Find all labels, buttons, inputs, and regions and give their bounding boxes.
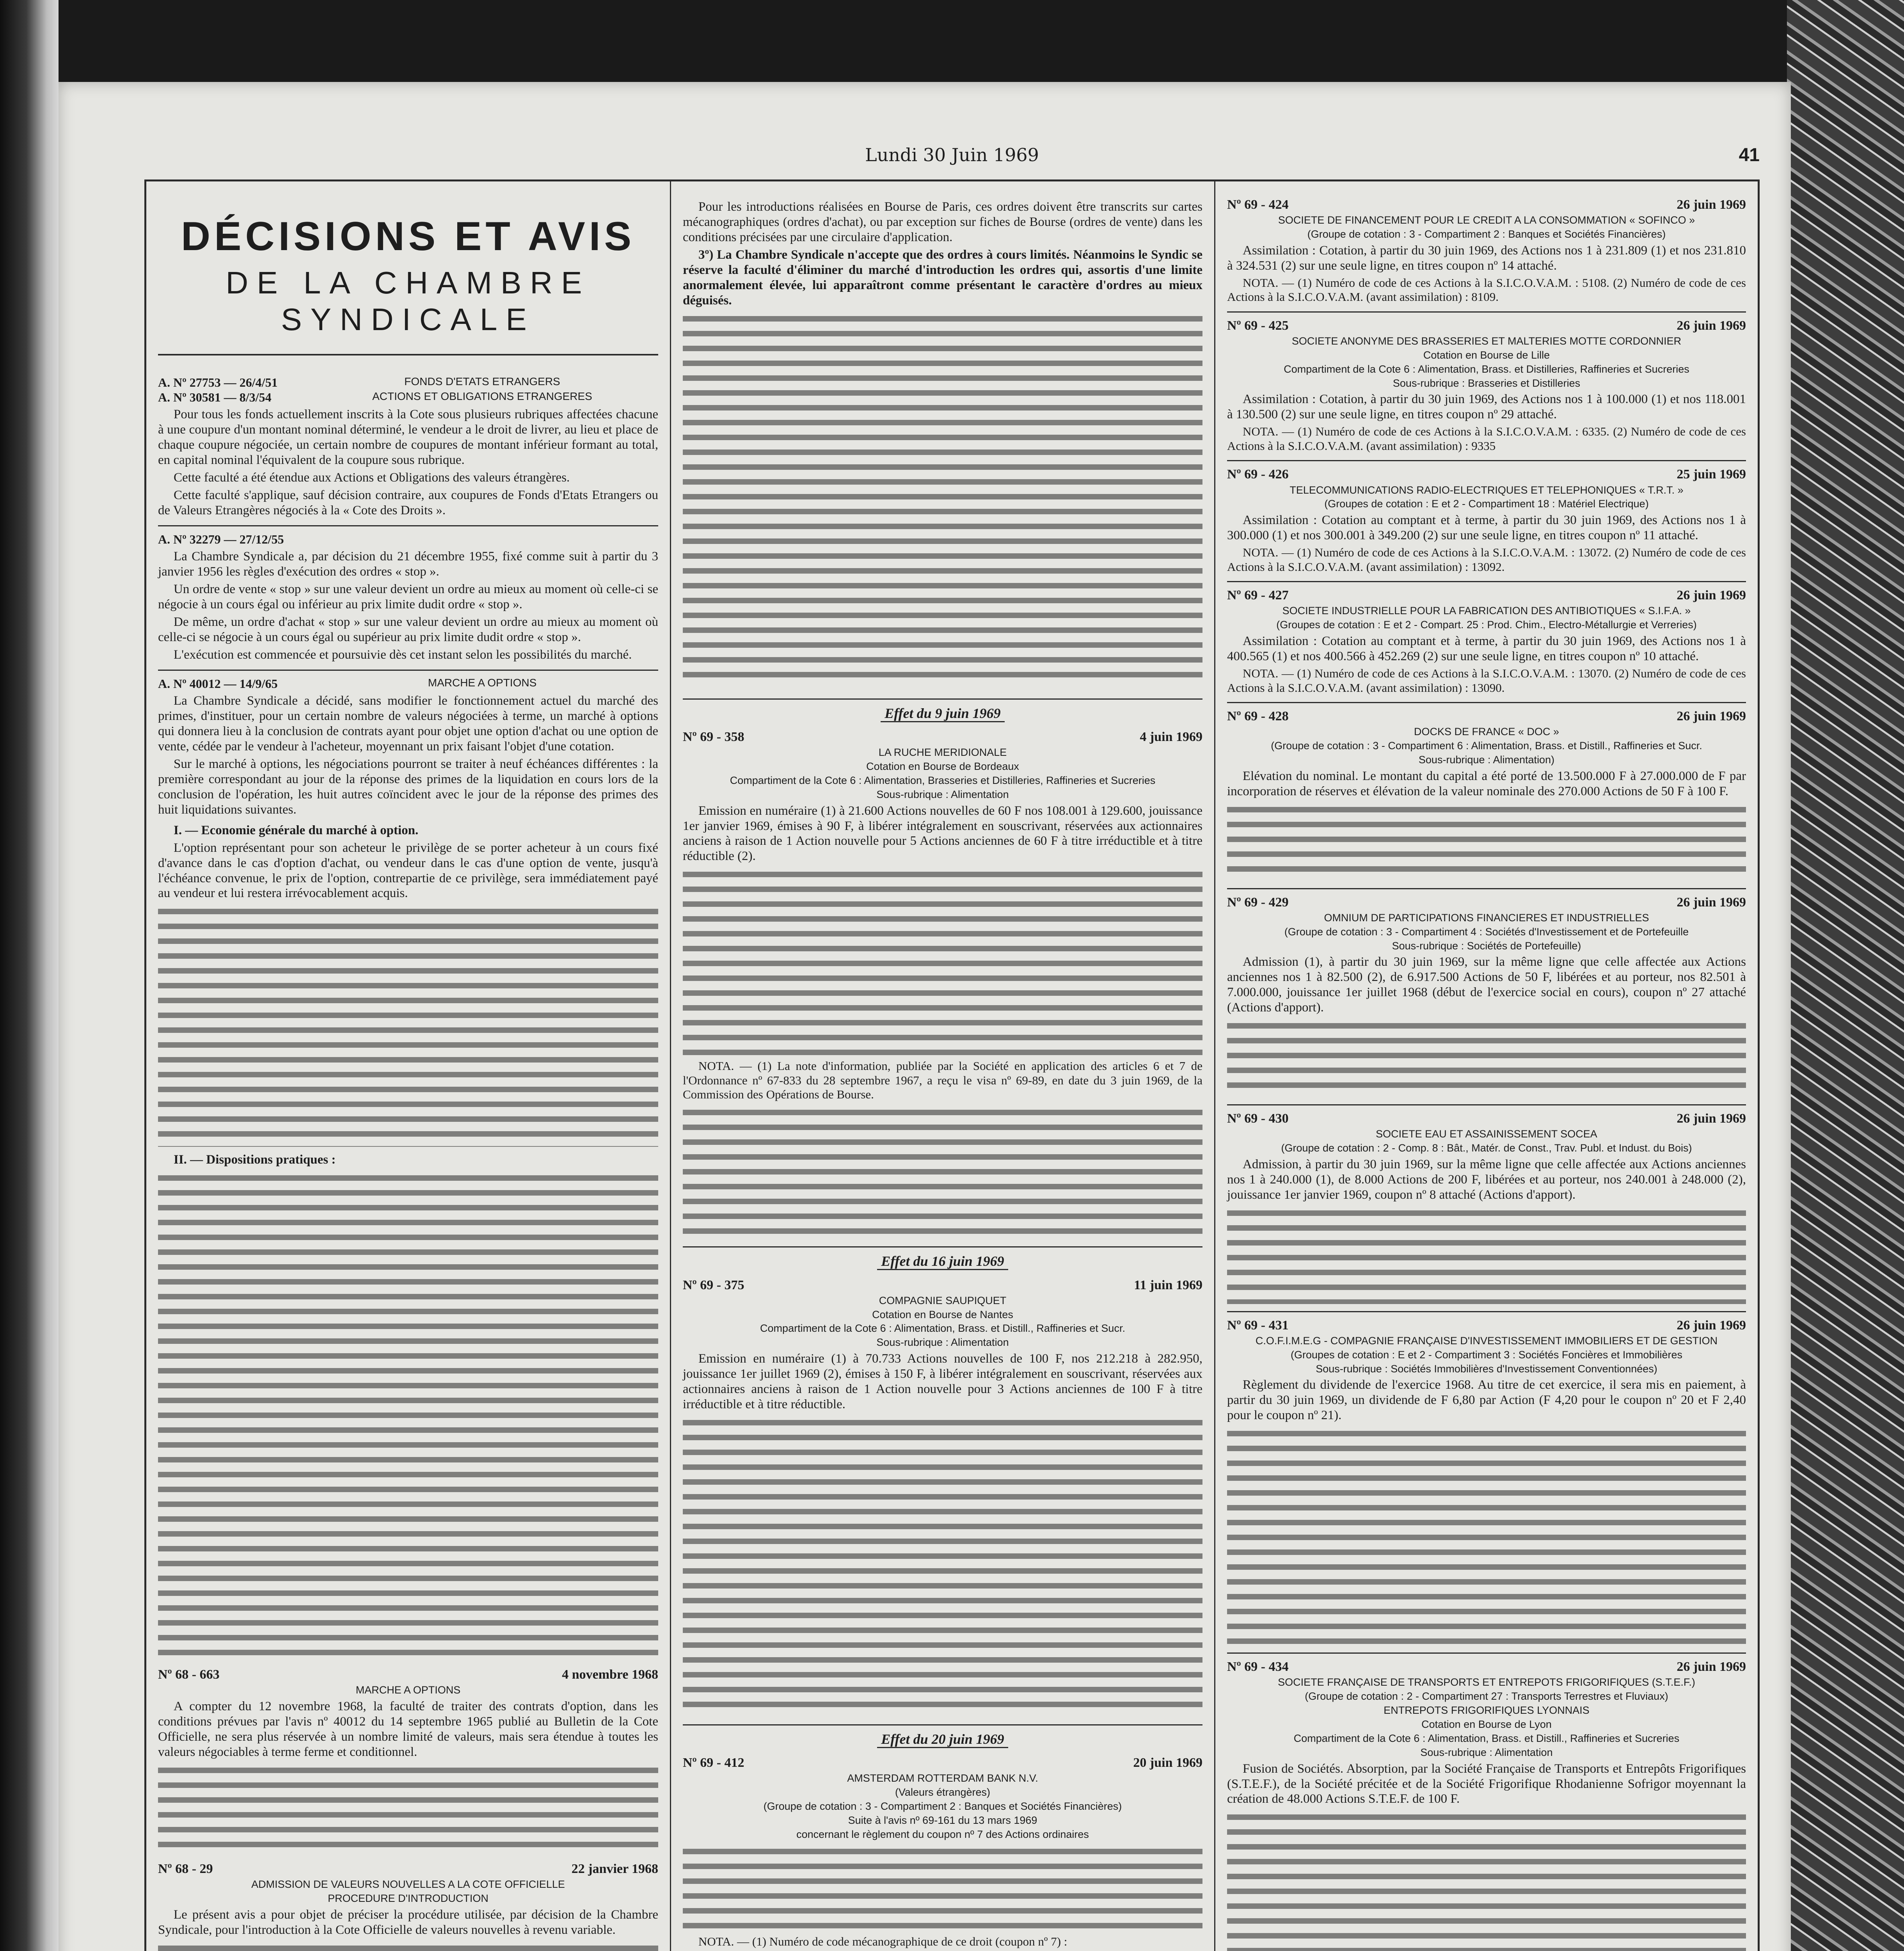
main-subtitle: DE LA CHAMBRE SYNDICALE (158, 265, 658, 355)
running-header (144, 144, 1760, 172)
decision-date: 26 juin 1969 (1677, 197, 1746, 212)
paragraph: Règlement du dividende de l'exercice 1968. Au titre de cet exercice, il sera mis en paiement, à partir du 30 juin 1969, un dividende de F 6,80 par Action (F 4,20 pour le coupon nº 20 et F 2,40 pour le coupon nº 21). (1227, 1378, 1746, 1423)
column-2 (671, 181, 1215, 1951)
decision-header (1227, 895, 1746, 910)
decision-header (683, 729, 1202, 745)
decision-header (1227, 1111, 1746, 1127)
paragraph: Pour les introductions réalisées en Bourse de Paris, ces ordres doivent être transcrits sur cartes mécanographiques (ordres d'achat), ou par exception sur fiches de Bourse (ordres de vente) dans les conditions précisées par une circulaire d'application. (683, 200, 1202, 244)
effective-date-label: Effet du 20 juin 1969 (877, 1731, 1008, 1748)
text-block (1227, 1811, 1746, 1951)
text-block (683, 312, 1202, 687)
text-block (683, 1106, 1202, 1235)
scan-left-edge (0, 0, 59, 1951)
nota: NOTA. — (1) Numéro de code mécanographique de ce droit (coupon nº 7) : (698, 1934, 1067, 1948)
company-name: SOCIETE ANONYME DES BRASSERIES ET MALTERIES MOTTE CORDONNIER (1291, 335, 1682, 347)
decision-number: Nº 69 - 426 (1227, 467, 1289, 482)
listing-line: Sous-rubrique : Sociétés Immobilières d'Investissement Conventionnées) (1316, 1363, 1657, 1375)
ref-title: ACTIONS ET OBLIGATIONS ETRANGERES (372, 390, 592, 402)
paragraph: Pour tous les fonds actuellement inscrits à la Cote sous plusieurs rubriques affectées chacune à une coupure d'un montant nominal déterminé, le vendeur a le droit de livrer, au lieu et place de chaque coupure négociée, un certain nombre de coupures de montant inférieur formant au total, en capital nominal l'équivalent de la coupure sous rubrique. (158, 407, 658, 467)
ref-title: FONDS D'ETATS ETRANGERS (404, 375, 560, 387)
paragraph: Sur le marché à options, les négociations pourront se traiter à neuf échéances différentes : la première correspondant au jour de la réponse des primes de la liquidation en cours lors de la conclusion de l'opération, les huit autres coïncident avec le jour de la réponse des primes des huit liquidations suivantes. (158, 757, 658, 817)
nota: NOTA. — (1) Numéro de code de ces Actions à la S.I.C.O.V.A.M. : 6335. (2) Numéro de code de ces Actions à la S.I.C.O.V.A.M. (avant assimilation) : 9335 (1227, 425, 1746, 453)
decision-header (158, 1667, 658, 1683)
effective-date-heading (683, 1246, 1202, 1269)
decision-number: Nº 69 - 412 (683, 1756, 744, 1770)
text-block (1227, 1206, 1746, 1304)
article-frame (144, 179, 1760, 1951)
text-block (1227, 1019, 1746, 1097)
column-1 (146, 181, 671, 1951)
decision-header (1227, 467, 1746, 482)
notice-block (1227, 1652, 1746, 1951)
listing-line: Cotation en Bourse de Nantes (872, 1308, 1013, 1320)
decision-number: Nº 69 - 428 (1227, 709, 1289, 724)
ref-title: MARCHE A OPTIONS (428, 676, 537, 689)
decision-header (1227, 318, 1746, 334)
page-number: 41 (1739, 145, 1760, 165)
decision-date: 26 juin 1969 (1677, 588, 1746, 603)
listing-line: Sous-rubrique : Alimentation (1420, 1746, 1553, 1758)
listing-line: Sous-rubrique : Brasseries et Distilleries (1392, 377, 1581, 389)
listing-line: Cotation en Bourse de Bordeaux (866, 760, 1019, 772)
decision-date: 26 juin 1969 (1677, 895, 1746, 910)
paragraph: L'exécution est commencée et poursuivie dès cet instant selon les possibilités du marché. (174, 647, 632, 662)
listing-line: (Groupes de cotation : E et 2 - Compart. 25 : Prod. Chim., Electro-Métallurgie et Verreries) (1276, 619, 1697, 631)
paragraph: La Chambre Syndicale a décidé, sans modifier le fonctionnement actuel du marché des primes, d'instituer, pour un certain nombre de valeurs négociées à terme, un marché à options qui donnera lieu à la conclusion de contrats ayant pour objet une option d'achat ou une option de vente, cédée par le vendeur à l'acheteur, moyennant un prix faisant l'objet d'une cotation. (158, 694, 658, 753)
company-name: AMSTERDAM ROTTERDAM BANK N.V. (847, 1772, 1038, 1784)
paragraph: Cette faculté a été étendue aux Actions et Obligations des valeurs étrangères. (174, 471, 570, 485)
listing-line: Compartiment de la Cote 6 : Alimentation, Brass. et Distilleries, Raffineries et Sucreries (1284, 363, 1689, 375)
listing-line: (Groupe de cotation : 3 - Compartiment 2 : Banques et Sociétés Financières) (1307, 228, 1666, 240)
column-3 (1215, 181, 1758, 1951)
nota: NOTA. — (1) Numéro de code de ces Actions à la S.I.C.O.V.A.M. : 5108. (2) Numéro de code de ces Actions à la S.I.C.O.V.A.M. (avant assimilation) : 8109. (1227, 275, 1746, 304)
effective-date-label: Effet du 16 juin 1969 (877, 1253, 1008, 1270)
paragraph: A compter du 12 novembre 1968, la faculté de traiter des contrats d'option, dans les conditions prévues par l'avis nº 40012 du 14 septembre 1965 publié au Bulletin de la Cote Officielle, ne sera plus réservée à un nombre limité de valeurs, mais sera étendue à toutes les valeurs négociables à terme ferme et conditionnel. (158, 1699, 658, 1759)
decision-date: 26 juin 1969 (1677, 318, 1746, 333)
company-name: LA RUCHE MERIDIONALE (878, 746, 1007, 759)
section-heading: II. — Dispositions pratiques : (174, 1153, 336, 1167)
listing-line: concernant le règlement du coupon nº 7 des Actions ordinaires (796, 1828, 1089, 1840)
decision-date: 26 juin 1969 (1677, 709, 1746, 724)
decision-date: 26 juin 1969 (1677, 1111, 1746, 1126)
effective-date-heading (683, 698, 1202, 721)
text-block (158, 1942, 658, 1951)
text-block (683, 1845, 1202, 1931)
paragraph: Un ordre de vente « stop » sur une valeur devient un ordre au mieux au moment où celle-ci se négocie à un cours égal ou inférieur au prix limite dudit ordre « stop ». (158, 582, 658, 612)
decision-title: ADMISSION DE VALEURS NOUVELLES A LA COTE OFFICIELLE (251, 1878, 565, 1891)
decision-header (1227, 709, 1746, 724)
paragraph: L'option représentant pour son acheteur le privilège de se porter acheteur à un cours fixé d'avance dans le cas d'option d'achat, ou vendeur dans le cas d'une option de vente, jusqu'à l'échéance convenue, le prix de l'option, contrepartie de ce privilège, sera immédiatement payé au vendeur et lui restera irrévocablement acquis. (158, 840, 658, 901)
listing-line: (Groupe de cotation : 2 - Comp. 8 : Bât., Matér. de Const., Trav. Publ. et Indust. du Bois) (1281, 1142, 1692, 1154)
listing-line: (Groupe de cotation : 3 - Compartiment 2 : Banques et Sociétés Financières) (763, 1800, 1122, 1812)
listing-line: Sous-rubrique : Alimentation (876, 1336, 1009, 1349)
decision-number: Nº 69 - 358 (683, 730, 744, 745)
listing-line: ENTREPOTS FRIGORIFIQUES LYONNAIS (1384, 1704, 1590, 1716)
listing-line: Suite à l'avis nº 69-161 du 13 mars 1969 (848, 1814, 1037, 1826)
main-title: DÉCISIONS ET AVIS (181, 214, 635, 259)
company-name: SOCIETE INDUSTRIELLE POUR LA FABRICATION DES ANTIBIOTIQUES « S.I.F.A. » (1282, 605, 1691, 617)
decision-header (683, 1755, 1202, 1771)
decision-header (683, 1278, 1202, 1293)
decision-number: Nº 69 - 427 (1227, 588, 1289, 603)
ref-row (158, 532, 658, 547)
company-name: DOCKS DE FRANCE « DOC » (1414, 726, 1559, 738)
paragraph: De même, un ordre d'achat « stop » sur une valeur devient un ordre au mieux au moment où celle-ci se négocie à un cours égal ou supérieur au prix limite dudit ordre « stop ». (158, 615, 658, 644)
notice-block (1227, 311, 1746, 453)
paragraph: Assimilation : Cotation au comptant et à terme, à partir du 30 juin 1969, des Actions nos 1 à 400.565 (1) et nos 400.566 à 452.269 (2) sur une seule ligne, en titres coupon nº 10 attaché. (1227, 634, 1746, 664)
decision-number: Nº 69 - 429 (1227, 895, 1289, 910)
ref-row (158, 375, 658, 390)
paragraph: 3º) La Chambre Syndicale n'accepte que des ordres à cours limités. Néanmoins le Syndic se réserve la faculté d'éliminer du marché d'introduction les ordres qui, assortis d'une limite anormalement élevée, lui apparaîtront comme présentant le caractère d'ordres au mieux déguisés. (683, 247, 1202, 307)
ref-number: A. Nº 30581 — 8/3/54 (158, 390, 272, 404)
text-block (683, 868, 1202, 1055)
notice-block (1227, 1104, 1746, 1304)
ref-number: A. Nº 27753 — 26/4/51 (158, 375, 278, 389)
text-block (1227, 1427, 1746, 1645)
listing-line: (Groupe de cotation : 3 - Compartiment 4 : Sociétés d'Investissement et de Portefeuille (1284, 926, 1689, 938)
decision-number: Nº 69 - 434 (1227, 1660, 1289, 1674)
listing-line: (Groupe de cotation : 3 - Compartiment 6 : Alimentation, Brass. et Distill., Raffineries et Sucr. (1271, 740, 1702, 752)
paragraph: La Chambre Syndicale a, par décision du 21 décembre 1955, fixé comme suit à partir du 3 janvier 1956 les règles d'exécution des ordres « stop ». (158, 549, 658, 579)
decision-number: Nº 69 - 425 (1227, 318, 1289, 333)
decision-number: Nº 68 - 663 (158, 1667, 220, 1682)
nota: NOTA. — (1) La note d'information, publiée par la Société en application des articles 6 et 7 de l'Ordonnance nº 67-833 du 28 septembre 1967, a reçu le visa nº 69-89, en date du 3 juin 1969, de la Commission des Opérations de Bourse. (683, 1059, 1202, 1102)
paragraph: Assimilation : Cotation au comptant et à terme, à partir du 30 juin 1969, des Actions nos 1 à 300.000 (1) et nos 300.001 à 349.200 (2) sur une seule ligne, en titres coupon nº 11 attaché. (1227, 513, 1746, 543)
decision-header (1227, 588, 1746, 603)
listing-line: (Groupes de cotation : E et 2 - Compartiment 3 : Sociétés Foncières et Immobilières (1291, 1349, 1682, 1361)
decision-date: 26 juin 1969 (1677, 1660, 1746, 1674)
paragraph: Assimilation : Cotation, à partir du 30 juin 1969, des Actions nos 1 à 100.000 (1) et nos 118.001 à 130.500 (2) sur une seule ligne, en titres coupon nº 29 attaché. (1227, 392, 1746, 422)
listing-line: Compartiment de la Cote 6 : Alimentation, Brass. et Distill., Raffineries et Sucreries (1293, 1732, 1680, 1744)
ref-row (158, 676, 658, 691)
text-block (158, 905, 658, 1147)
paragraph: Admission (1), à partir du 30 juin 1969, sur la même ligne que celle affectée aux Actions anciennes nos 1 à 82.500 (2), de 6.917.500 Actions de 50 F, libérées et au porteur, nos 82.501 à 7.000.000, jouissance 1er juillet 1968 (début de l'exercice social en cours), coupon nº 27 attaché (Actions d'apport). (1227, 955, 1746, 1015)
listing-line: Sous-rubrique : Alimentation (876, 788, 1009, 800)
listing-line: (Groupe de cotation : 2 - Compartiment 27 : Transports Terrestres et Fluviaux) (1305, 1690, 1668, 1702)
paragraph: Fusion de Sociétés. Absorption, par la Société Française de Transports et Entrepôts Frigorifiques (S.T.E.F.), de la Société précitée et de la Société Frigorifique Rhodanienne Sofrigor moyennant la création de 48.000 Actions S.T.E.F. de 100 F. (1227, 1761, 1746, 1806)
listing-line: Compartiment de la Cote 6 : Alimentation, Brass. et Distill., Raffineries et Sucr. (760, 1322, 1125, 1334)
newspaper-page (59, 82, 1791, 1951)
ref-number: A. Nº 32279 — 27/12/55 (158, 532, 284, 546)
effective-date-label: Effet du 9 juin 1969 (881, 705, 1004, 722)
paragraph: Assimilation : Cotation, à partir du 30 juin 1969, des Actions nos 1 à 231.809 (1) et nos 231.810 à 324.531 (2) sur une seule ligne, en titres coupon nº 14 attaché. (1227, 243, 1746, 273)
text-block (158, 1171, 658, 1659)
decision-date: 20 juin 1969 (1133, 1756, 1202, 1770)
nota: NOTA. — (1) Numéro de code de ces Actions à la S.I.C.O.V.A.M. : 13070. (2) Numéro de code de ces Actions à la S.I.C.O.V.A.M. (avant assimilation) : 13090. (1227, 666, 1746, 695)
decision-header (1227, 197, 1746, 213)
company-name: SOCIETE DE FINANCEMENT POUR LE CREDIT A LA CONSOMMATION « SOFINCO » (1278, 214, 1695, 226)
text-block (158, 1764, 658, 1853)
decision-subtitle: PROCEDURE D'INTRODUCTION (328, 1892, 488, 1904)
decision-number: Nº 69 - 424 (1227, 197, 1289, 212)
text-block (1227, 803, 1746, 881)
company-name: SOCIETE FRANÇAISE DE TRANSPORTS ET ENTREPOTS FRIGORIFIQUES (S.T.E.F.) (1278, 1676, 1695, 1688)
decision-header (1227, 1659, 1746, 1675)
decision-number: Nº 69 - 375 (683, 1278, 744, 1292)
decision-date: 22 janvier 1968 (571, 1862, 658, 1876)
listing-line: (Groupes de cotation : E et 2 - Compartiment 18 : Matériel Electrique) (1324, 498, 1649, 510)
decision-header (158, 1861, 658, 1877)
paragraph: Elévation du nominal. Le montant du capital a été porté de 13.500.000 F à 27.000.000 de F par incorporation de réserves et élévation de la valeur nominale des 270.000 Actions de 50 F à 100 F. (1227, 769, 1746, 798)
effective-date-heading (683, 1724, 1202, 1747)
paragraph: Cette faculté s'applique, sauf décision contraire, aux coupures de Fonds d'Etats Etrangers ou de Valeurs Etrangères négociés à la « Cote des Droits ». (158, 488, 658, 517)
company-name: SOCIETE EAU ET ASSAINISSEMENT SOCEA (1376, 1128, 1597, 1140)
decision-number: Nº 68 - 29 (158, 1862, 213, 1876)
notice-block (158, 525, 658, 663)
notice-block (1227, 581, 1746, 695)
marbled-book-edge (1787, 0, 1904, 1951)
header-date: Lundi 30 Juin 1969 (865, 144, 1039, 165)
listing-line: Sous-rubrique : Sociétés de Portefeuille) (1392, 940, 1581, 952)
paragraph: Emission en numéraire (1) à 21.600 Actions nouvelles de 60 F nos 108.001 à 129.600, jouissance 1er janvier 1969, émises à 90 F, à libérer intégralement en souscrivant, réservées aux actionnaires anciens à raison de 1 Action nouvelle pour 5 Actions anciennes de 60 F à titre irréductible et à titre réductible (2). (683, 803, 1202, 864)
listing-line: Cotation en Bourse de Lyon (1421, 1718, 1552, 1730)
nota: NOTA. — (1) Numéro de code de ces Actions à la S.I.C.O.V.A.M. : 13072. (2) Numéro de code de ces Actions à la S.I.C.O.V.A.M. (avant assimilation) : 13092. (1227, 545, 1746, 574)
notice-block (1227, 460, 1746, 574)
decision-date: 4 novembre 1968 (562, 1667, 658, 1682)
decision-date: 26 juin 1969 (1677, 1318, 1746, 1333)
text-block (683, 1416, 1202, 1713)
notice-block (1227, 702, 1746, 881)
listing-line: Cotation en Bourse de Lille (1423, 349, 1550, 361)
decision-number: Nº 69 - 430 (1227, 1111, 1289, 1126)
listing-line: Sous-rubrique : Alimentation) (1418, 753, 1555, 766)
section-heading: I. — Economie générale du marché à option. (174, 823, 419, 837)
company-name: TELECOMMUNICATIONS RADIO-ELECTRIQUES ET TELEPHONIQUES « T.R.T. » (1289, 484, 1684, 496)
notice-block (1227, 888, 1746, 1097)
company-name: C.O.F.I.M.E.G - COMPAGNIE FRANÇAISE D'INVESTISSEMENT IMMOBILIERS ET DE GESTION (1255, 1334, 1718, 1347)
paragraph: Admission, à partir du 30 juin 1969, sur la même ligne que celle affectée aux Actions anciennes nos 1 à 240.000 (1), de 8.000 Actions de 200 F, libérées et au porteur, nos 240.001 à 248.000 (2), jouissance 1er janvier 1969, coupon nº 8 attaché (Actions d'apport). (1227, 1157, 1746, 1202)
decision-header (1227, 1318, 1746, 1333)
company-name: COMPAGNIE SAUPIQUET (879, 1294, 1007, 1306)
ref-row (158, 390, 658, 405)
ref-number: A. Nº 40012 — 14/9/65 (158, 676, 278, 691)
paragraph: Le présent avis a pour objet de préciser la procédure utilisée, par décision de la Chambre Syndicale, pour l'introduction à la Cote Officielle de valeurs nouvelles à revenu variable. (158, 1907, 658, 1937)
paragraph: Emission en numéraire (1) à 70.733 Actions nouvelles de 100 F, nos 212.218 à 282.950, jouissance 1er juillet 1969 (2), émises à 150 F, à libérer intégralement en souscrivant, réservées aux actionnaires anciens à raison de 1 Action nouvelle pour 3 Actions anciennes de 100 F à titre irréductible et à titre réductible. (683, 1352, 1202, 1411)
decision-date: 4 juin 1969 (1140, 730, 1202, 745)
notice-block (1227, 1311, 1746, 1646)
decision-date: 11 juin 1969 (1134, 1278, 1202, 1292)
notice-block (158, 670, 658, 1660)
decision-number: Nº 69 - 431 (1227, 1318, 1289, 1333)
company-name: OMNIUM DE PARTICIPATIONS FINANCIERES ET INDUSTRIELLES (1324, 912, 1649, 924)
listing-line: Compartiment de la Cote 6 : Alimentation, Brasseries et Distilleries, Raffineries et Sucreries (730, 774, 1156, 786)
listing-line: (Valeurs étrangères) (895, 1786, 991, 1798)
decision-title: MARCHE A OPTIONS (355, 1684, 461, 1696)
decision-date: 25 juin 1969 (1677, 467, 1746, 482)
